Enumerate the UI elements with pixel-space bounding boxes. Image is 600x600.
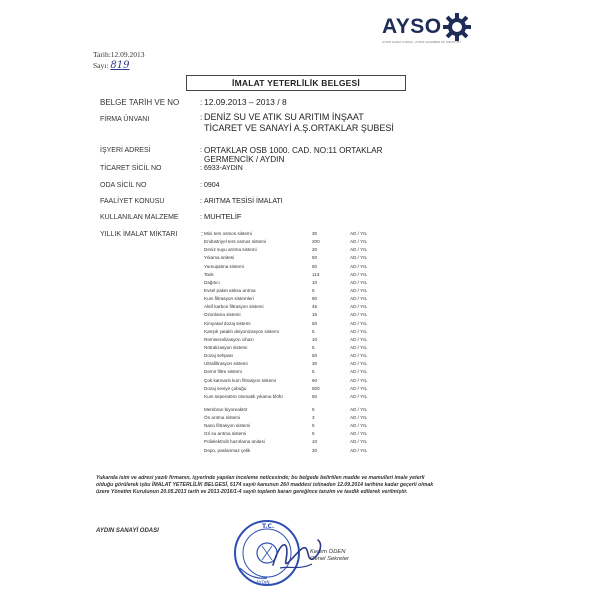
product-unit: AD / YIL [350,439,368,445]
logo-subtitle: AYDIN SANAYİ ODASI - AYDIN CHAMBER OF INDUSTRY [382,40,462,44]
colon: : [200,182,202,189]
product-quantity: 5 [312,406,315,412]
product-row [204,304,374,312]
product-quantity: 10 [312,439,318,445]
signer-name: Kerem ÖDEN [310,549,346,555]
product-unit: AD / YIL [350,304,368,310]
product-row [204,247,374,255]
product-row [204,369,374,377]
product-quantity: 3 [312,414,315,420]
firma-value-line1: DENİZ SU VE ATIK SU ARITIM İNŞAAT [204,112,364,122]
product-name: Gri su arıtma sistemi [204,431,247,437]
product-name: Membran biyoreaktör [204,406,248,412]
product-quantity: 50 [312,320,318,326]
malzeme-label: KULLANILAN MALZEME [100,214,179,221]
colon: : [200,165,202,172]
product-row [204,448,374,456]
colon: : [200,98,203,107]
product-row [204,255,374,263]
product-row [204,337,374,345]
product-name: Dozaj sehpası [204,353,234,359]
product-name: Remineralizasyon cihazı [204,336,254,342]
product-name: Polielektrolit hazırlama ünitesi [204,439,265,445]
product-row [204,431,374,439]
product-unit: AD / YIL [350,279,368,285]
chamber-name: AYDIN SANAYİ ODASI [96,528,159,534]
footer-text: Yukarıda isim ve adresi yazılı firmanın, işyerinde yapılan inceleme neticesinde; bu belgede belirtilen madde ve mamulleri imale yeterli olduğu görülerek işbu İMALAT YETERLİLİK BELGESİ, 5174 sayılı kanunun 26/i maddesi istinaden 12.09.2014 tarihine kadar geçerli olmak üzere Yönetim Kurulunun 20.05.2013 tarih ve 2013-2016/1-4 sayılı toplantı kararı gereğince tanzim ve tasdik edilerek verilmiştir. [96,475,434,495]
ticaret-label: TİCARET SİCİL NO [100,165,162,172]
product-quantity: 500 [312,385,320,391]
product-row [204,407,374,415]
adres-value-line1: ORTAKLAR OSB 1000. CAD. NO:11 ORTAKLAR [204,146,383,155]
product-row [204,288,374,296]
oda-value: 0904 [204,182,220,189]
product-quantity: 5 [312,328,315,334]
product-unit: AD / YIL [350,271,368,277]
product-quantity: 15 [312,312,318,318]
product-unit: AD / YIL [350,296,368,302]
product-quantity: 10 [312,279,318,285]
svg-text:T.C.: T.C. [262,523,275,530]
colon: : [200,113,203,122]
product-unit: AD / YIL [350,287,368,293]
product-quantity: 5 [312,287,315,293]
malzeme-value: MUHTELİF [204,212,242,221]
product-name: Deniz suyu arıtma sistemi [204,247,257,253]
product-name: Ön arıtma sistemi [204,414,240,420]
product-unit: AD / YIL [350,328,368,334]
product-row [204,394,374,407]
product-quantity: 50 [312,353,318,359]
product-quantity: 30 [312,231,318,236]
product-unit: AD / YIL [350,247,368,253]
faaliyet-value: ARITMA TESİSİ İMALATI [204,198,283,205]
ticaret-value: 6933-AYDIN [204,165,243,172]
product-quantity: 50 [312,255,318,261]
product-row [204,423,374,431]
product-quantity: 60 [312,377,318,383]
product-name: Kum seperatörü otomatik yıkama blöfü [204,393,283,399]
product-unit: AD / YIL [350,377,368,383]
product-name: Karışık yataklı deiyonizasyon sistemi [204,328,279,334]
product-quantity: 20 [312,447,318,453]
product-row [204,345,374,353]
products-table [204,231,374,456]
product-unit: AD / YIL [350,312,368,318]
faaliyet-label: FAALİYET KONUSU [100,198,165,205]
colon: : [200,198,202,205]
product-quantity: 50 [312,393,318,399]
product-row [204,439,374,447]
logo-text: AYSO [382,15,442,38]
product-quantity: 113 [312,271,320,277]
product-name: Ozonlama sistemi [204,312,241,318]
product-name: Depo, paslanmaz çelik [204,447,251,453]
document-date: Tarih:12.09.2013 [93,50,145,59]
colon: : [200,147,202,154]
product-name: Yumuşatma sistemi [204,263,244,269]
product-name: Demir filtre sistemi [204,369,242,375]
product-name: Kimyasal dozaj sistemi [204,320,251,326]
product-row [204,231,374,239]
product-unit: AD / YIL [350,231,368,236]
product-quantity: 200 [312,239,320,245]
product-unit: AD / YIL [350,336,368,342]
product-name: Yıkama ünitesi [204,255,235,261]
adres-value-line2: GERMENCİK / AYDIN [204,155,285,164]
handwritten-signature [268,530,328,580]
product-name: Nötralizasyon sistemi [204,344,248,350]
product-unit: AD / YIL [350,447,368,453]
product-row [204,296,374,304]
product-row [204,239,374,247]
product-name: Evsel paket atıksu arıtma [204,287,256,293]
product-name: Dağıtıcı [204,279,220,285]
product-quantity: 45 [312,304,318,310]
product-unit: AD / YIL [350,320,368,326]
product-name: Aktif karbon filtrasyon sistemi [204,304,264,310]
product-unit: AD / YIL [350,255,368,261]
product-row [204,353,374,361]
product-quantity: 5 [312,369,315,375]
product-quantity: 80 [312,296,318,302]
product-name: Ultrafiltrasyon sistemi [204,361,248,367]
product-quantity: 50 [312,263,318,269]
product-row [204,378,374,386]
colon: : [200,214,202,221]
product-unit: AD / YIL [350,431,368,437]
yillik-label: YILLIK İMALAT MİKTARI [100,231,178,238]
product-row [204,415,374,423]
product-unit: AD / YIL [350,263,368,269]
product-unit: AD / YIL [350,406,368,412]
product-quantity: 5 [312,431,315,437]
product-unit: AD / YIL [350,423,368,429]
product-row [204,272,374,280]
colon: : [201,231,203,238]
product-quantity: 5 [312,344,315,350]
product-row [204,312,374,320]
product-name: Kum filtrasyon sistemleri [204,296,254,302]
product-name: Dozaj seviye çubuğu [204,385,247,391]
product-quantity: 30 [312,361,318,367]
document-number-value: 819 [110,60,130,71]
product-unit: AD / YIL [350,353,368,359]
ayso-logo [382,12,482,48]
product-row [204,361,374,369]
product-name: Nano filtrasyon sistemi [204,423,251,429]
product-unit: AD / YIL [350,239,368,245]
signer-title: Genel Sekreter [310,556,349,562]
gear-icon [442,12,472,42]
product-unit: AD / YIL [350,361,368,367]
page-title: İMALAT YETERLİLİK BELGESİ [186,75,406,91]
adres-label: İŞYERİ ADRESİ [100,147,151,154]
document-number-label: Sayı: [93,61,109,70]
product-unit: AD / YIL [350,344,368,350]
svg-text:AYDIN: AYDIN [256,581,270,586]
belge-label: BELGE TARİH VE NO [100,98,180,107]
product-quantity: 10 [312,336,318,342]
product-row [204,321,374,329]
oda-label: ODA SİCİL NO [100,182,147,189]
product-quantity: 5 [312,423,315,429]
firma-label: FİRMA ÜNVANI [100,116,150,123]
product-name: Endüstriyel ters osmos sistemi [204,239,267,245]
document-number [93,60,130,71]
product-row [204,280,374,288]
product-unit: AD / YIL [350,369,368,375]
product-name: Çok katmanlı kum filtrasyon sistemi [204,377,276,383]
product-name: Mini ters osmos sistemi [204,231,252,236]
product-quantity: 20 [312,247,318,253]
product-unit: AD / YIL [350,393,368,399]
product-name: Tank [204,271,214,277]
firma-value-line2: TİCARET VE SANAYİ A.Ş.ORTAKLAR ŞUBESİ [204,123,394,133]
product-row [204,264,374,272]
product-unit: AD / YIL [350,385,368,391]
product-row [204,386,374,394]
product-unit: AD / YIL [350,414,368,420]
product-row [204,329,374,337]
belge-value: 12.09.2013 – 2013 / 8 [204,97,287,107]
